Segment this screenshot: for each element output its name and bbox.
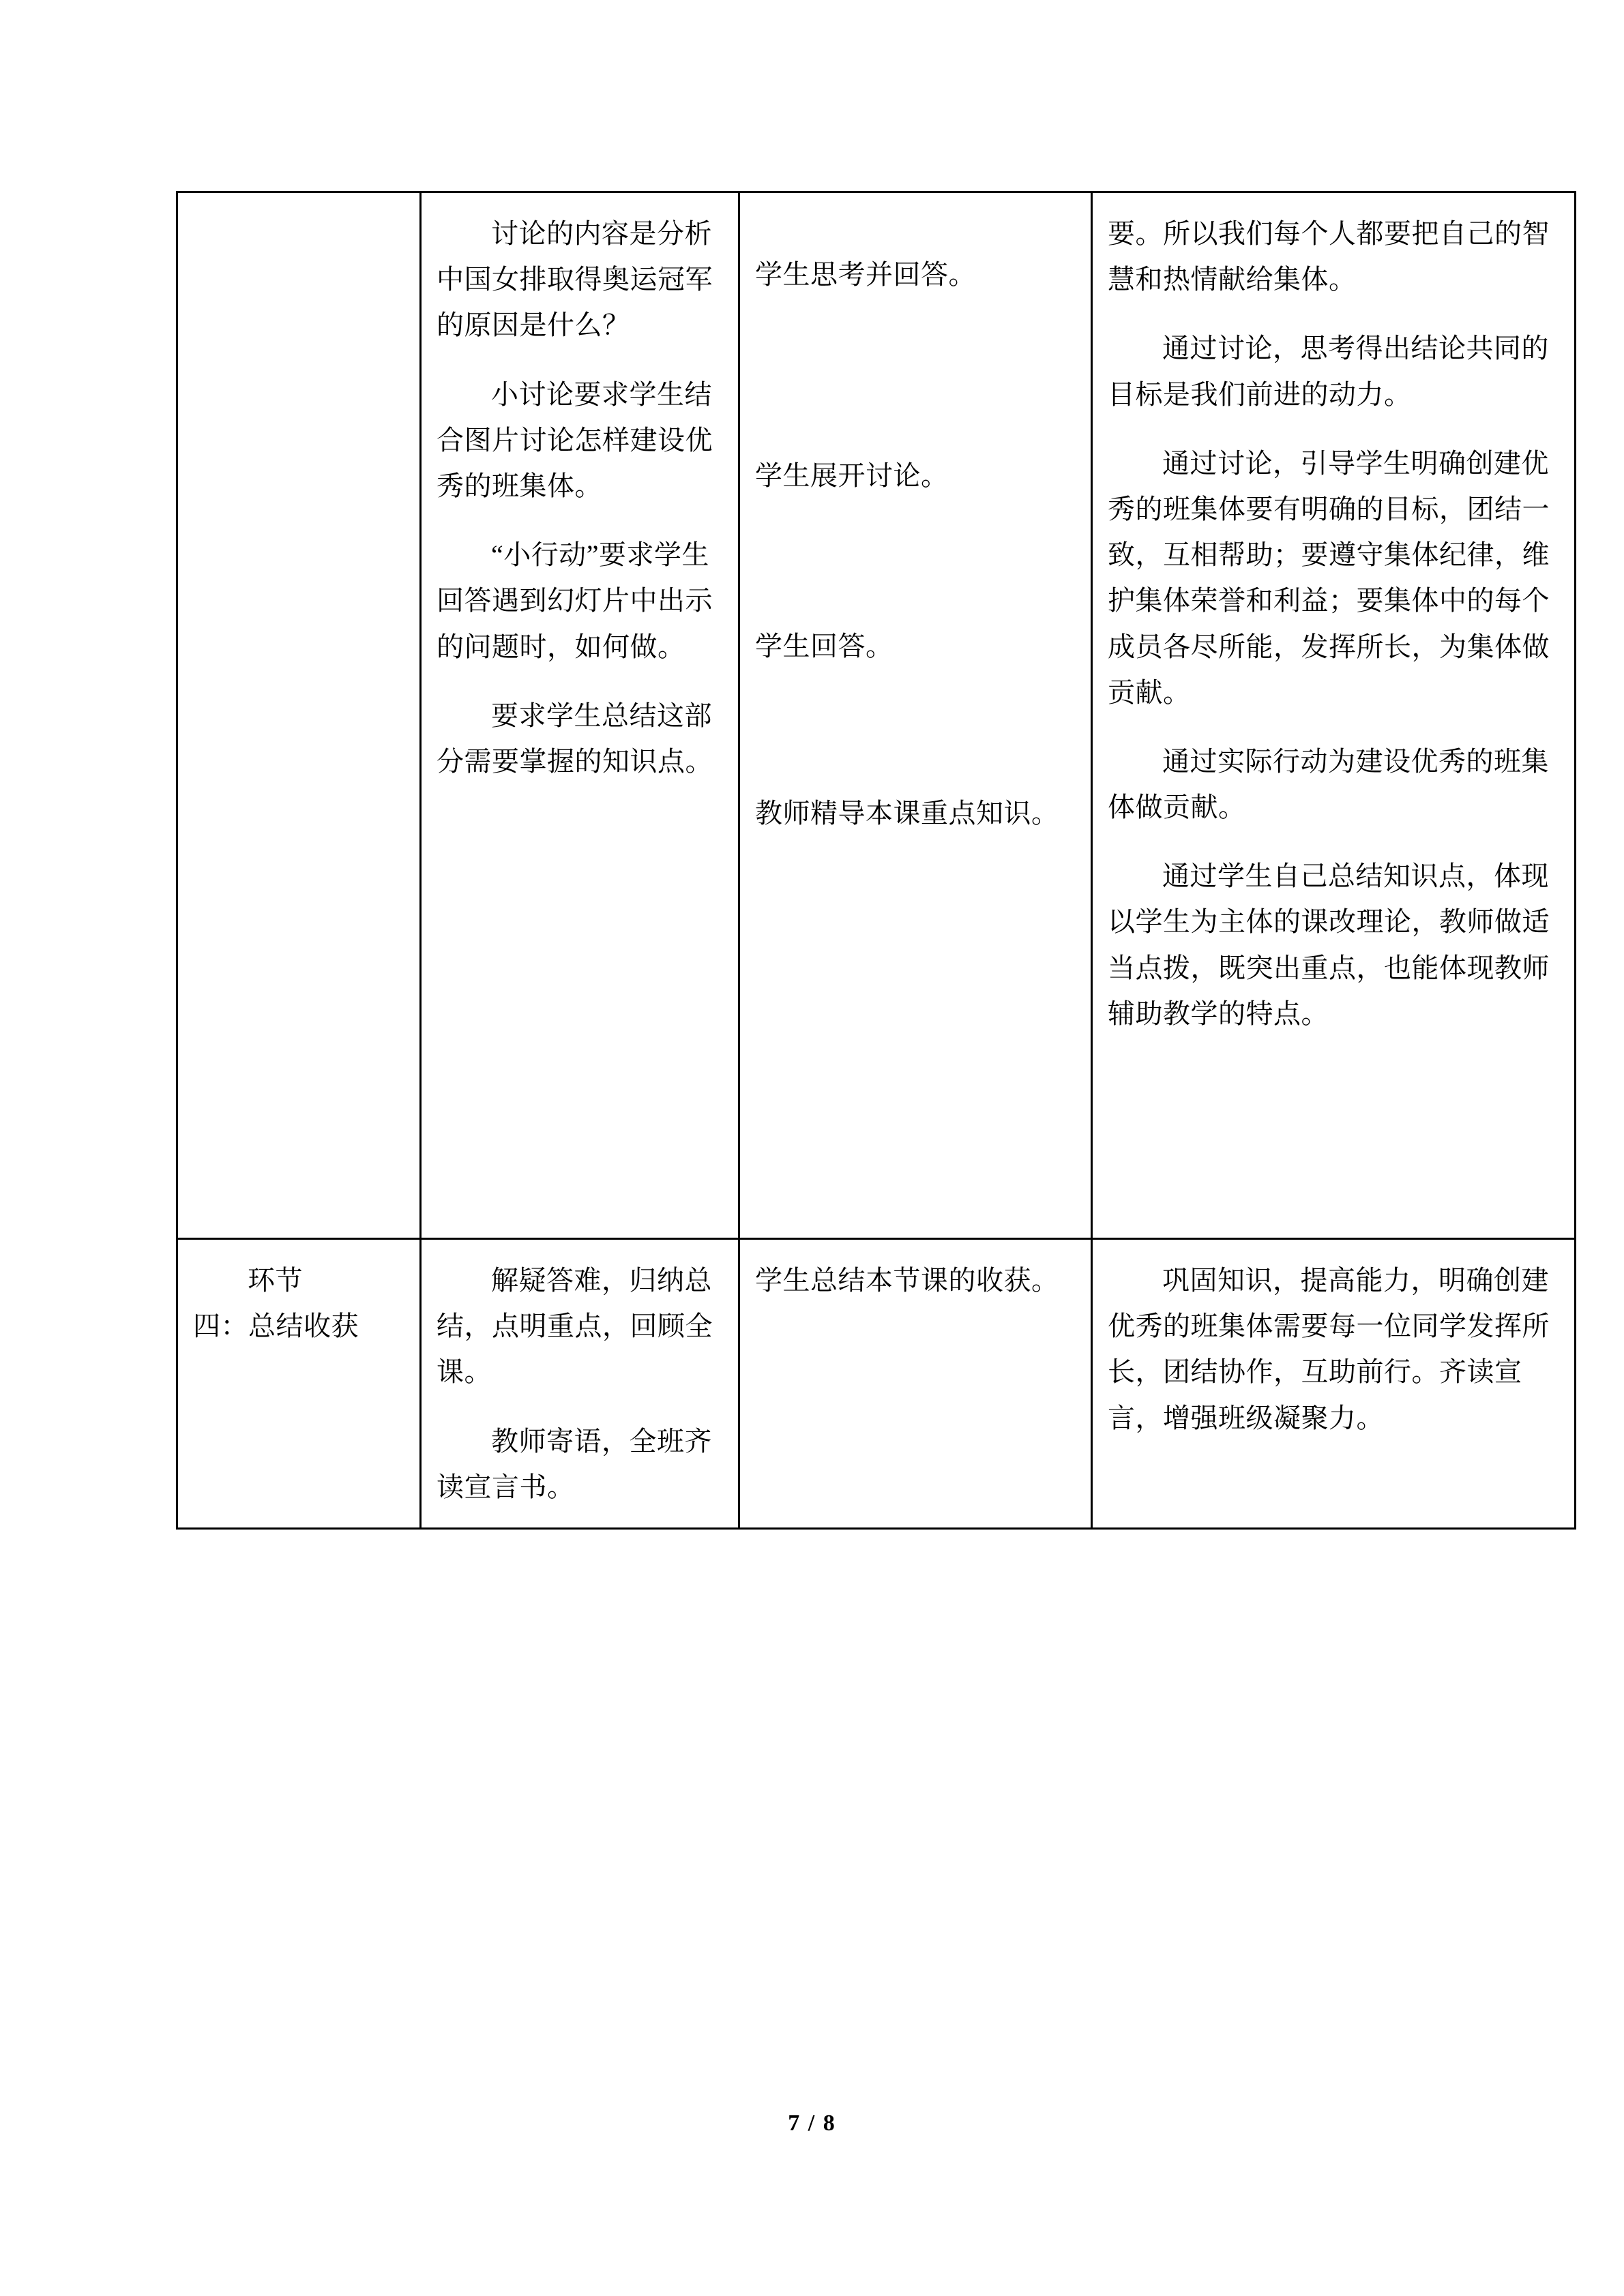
stage-line: 环节 bbox=[248, 1265, 303, 1296]
stage-line: 四：总结收获 bbox=[193, 1311, 359, 1342]
cell-stage bbox=[177, 1239, 421, 1529]
paragraph: 学生展开讨论。 bbox=[755, 460, 949, 491]
paragraph: 教师精导本课重点知识。 bbox=[755, 798, 1059, 829]
paragraph: 通过实际行动为建设优秀的班集体做贡献。 bbox=[1108, 745, 1549, 823]
paragraph: 学生回答。 bbox=[755, 631, 894, 661]
paragraph: 通过讨论，引导学生明确创建优秀的班集体要有明确的目标，团结一致，互相帮助；要遵守集体纪律，维护集体荣誉和利益；要集体中的每个成员各尽所能，发挥所长，为集体做贡献。 bbox=[1108, 447, 1550, 708]
table-row bbox=[177, 192, 1576, 1239]
page-number: 7 / 8 bbox=[788, 2111, 836, 2136]
paragraph: 教师寄语，全班齐读宣言书。 bbox=[437, 1425, 712, 1502]
paragraph: 要。所以我们每个人都要把自己的智慧和热情献给集体。 bbox=[1108, 218, 1550, 295]
cell-stage bbox=[177, 192, 421, 1239]
paragraph: 解疑答难，归纳总结，点明重点，回顾全课。 bbox=[437, 1265, 713, 1388]
paragraph: 通过讨论，思考得出结论共同的目标是我们前进的动力。 bbox=[1108, 333, 1549, 410]
cell-teacher-activity bbox=[421, 192, 739, 1239]
paragraph: 小讨论要求学生结合图片讨论怎样建设优秀的班集体。 bbox=[437, 378, 713, 501]
paragraph: 学生思考并回答。 bbox=[755, 259, 976, 290]
cell-student-activity bbox=[739, 192, 1092, 1239]
cell-design-intent bbox=[1092, 192, 1576, 1239]
student-activity-list bbox=[755, 211, 1076, 1220]
cell-student-activity bbox=[739, 1239, 1092, 1529]
paragraph: 巩固知识，提高能力，明确创建优秀的班集体需要每一位同学发挥所长，团结协作，互助前行。齐读宣言，增强班级凝聚力。 bbox=[1108, 1265, 1550, 1433]
cell-design-intent bbox=[1092, 1239, 1576, 1529]
table-row bbox=[177, 1239, 1576, 1529]
paragraph: 要求学生总结这部分需要掌握的知识点。 bbox=[437, 700, 713, 777]
cell-teacher-activity bbox=[421, 1239, 739, 1529]
paragraph: 学生总结本节课的收获。 bbox=[755, 1265, 1059, 1296]
lesson-plan-table bbox=[176, 191, 1576, 1530]
paragraph: 通过学生自己总结知识点，体现以学生为主体的课改理论，教师做适当点拨，既突出重点，也能体现教师辅助教学的特点。 bbox=[1108, 861, 1550, 1029]
paragraph: 讨论的内容是分析中国女排取得奥运冠军的原因是什么？ bbox=[437, 218, 713, 341]
paragraph: “小行动”要求学生回答遇到幻灯片中出示的问题时，如何做。 bbox=[437, 539, 713, 662]
